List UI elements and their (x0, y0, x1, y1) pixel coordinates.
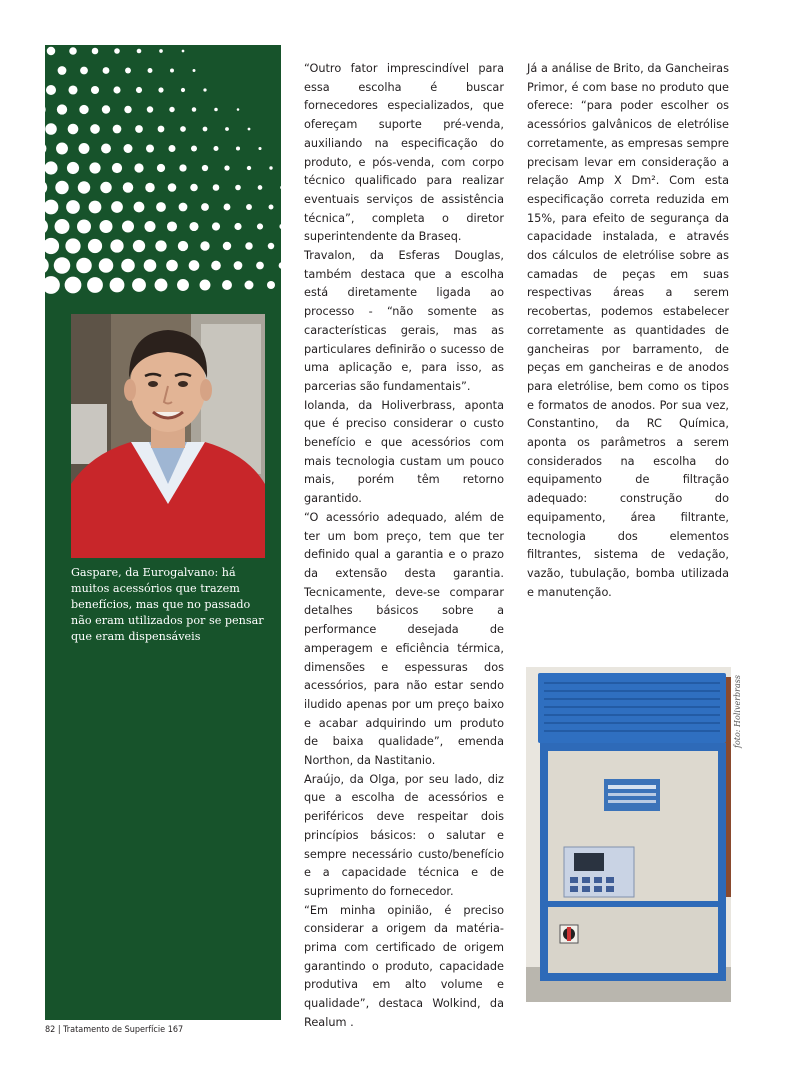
article-paragraph: Já a análise de Brito, da Gancheiras Primor, é com base no produto que oferece: “para poder escolher os acessórios galvânicos de eletrólise corretamente, as empresas sempre precisam levar em consideração a relação Amp X Dm². Com esta especificação correta reduzida em 15%, para efeito de segurança da capacidade instalada, e através dos cálculos de eletrólise sobre as camadas de peças em suas respectivas áreas a serem recobertas, podemos estabelecer corretamente as quantidades de gancheiras por barramento, de peças em gancheiras e de anodos para eletrólise, bem como os tipos e formatos de anodos. Por sua vez, Constantino, da RC Química, aponta os parâmetros a serem considerados na escolha do equipamento de filtração adequado: construção do equipamento, área filtrante, tecnologia dos elementos filtrantes, sistema de vedação, vazão, tubulação, bomba utilizada e manutenção. (527, 62, 729, 599)
sidebar-panel (45, 45, 281, 1020)
article-paragraph: “O acessório adequado, além de ter um bom preço, tem que ter definido qual a garantia e o prazo da extensão desta garantia. Tecnicamente, deve-se comparar detalhes básicos sobre a performance desejada de amperagem e eficiência térmica, dimensões e espessuras dos acessórios, para não estar sendo iludido apenas por um preço baixo e acabar adquirindo um produto de baixa qualidade”, emenda Northon, da Nastitanio. (304, 510, 504, 768)
halftone-dot-pattern (45, 45, 281, 310)
photo-credit: foto: Holiverbrass (733, 675, 742, 748)
article-column-1 (304, 60, 504, 1033)
article-column-2 (527, 60, 729, 602)
filtration-equipment-photo (526, 667, 731, 1002)
article-paragraph: “Em minha opinião, é preciso considerar a origem da matéria-prima com certificado de origem garantindo o produto, capacidade produtiva em alto volume e qualidade”, destaca Wolkind, da Realum . (304, 903, 504, 1029)
article-paragraph: “Outro fator imprescindível para essa escolha é buscar fornecedores especializados, que ofereçam suporte pré-venda, auxiliando na especificação do produto, e pós-venda, com corpo técnico qualificado para realizar eventuais serviços de assistência técnica”, completa o diretor superintendente da Braseq. (304, 62, 504, 244)
portrait-photo (71, 314, 265, 558)
page-footer: 82 | Tratamento de Superfície 167 (45, 1025, 184, 1035)
article-paragraph: Araújo, da Olga, por seu lado, diz que a escolha de acessórios e periféricos deve respeitar dois princípios básicos: o salutar e sempre necessário custo/benefício e a capacidade técnica e de suprimento do fornecedor. (304, 772, 504, 898)
portrait-caption: Gaspare, da Eurogalvano: há muitos acessórios que trazem benefícios, mas que no passado não eram utilizados por se pensar que eram dispensáveis (71, 566, 264, 643)
article-paragraph: Travalon, da Esferas Douglas, também destaca que a escolha está diretamente ligada ao processo - “não somente as características gerais, mas as particulares definirão o sucesso de uma aplicação e, para isso, as parcerias são fundamentais”. (304, 249, 504, 393)
article-paragraph: Iolanda, da Holiverbrass, aponta que é preciso considerar o custo benefício e que acessórios com mais tecnologia custam um pouco mais, porém têm retorno garantido. (304, 398, 504, 506)
